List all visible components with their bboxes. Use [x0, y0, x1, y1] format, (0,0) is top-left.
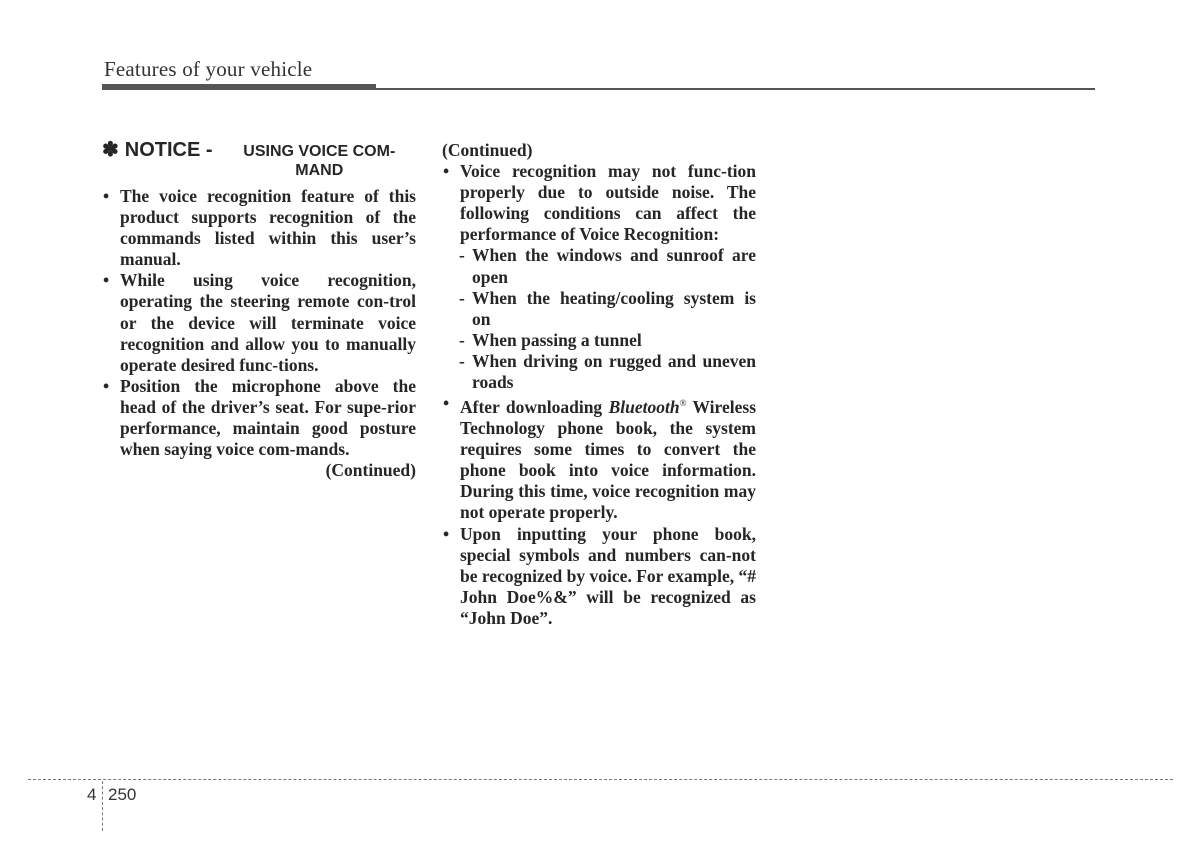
notice-title: NOTICE - — [124, 139, 213, 161]
notice-bullet: • The voice recognition feature of this product supports recognition of the commands listed within this user’s manual. — [102, 186, 416, 270]
dash-marker: - — [459, 287, 465, 308]
footer-divider — [102, 781, 103, 831]
notice-bullet: • Upon inputting your phone book, special symbols and numbers can-not be recognized by voice. For example, “# John Doe%&” will be recognized as “John Doe”. — [442, 524, 756, 629]
condition-text: When the windows and sunroof are open — [472, 245, 756, 287]
dash-marker: - — [459, 350, 465, 371]
condition-item — [442, 288, 756, 330]
condition-item — [442, 330, 756, 351]
bullet-text: Wireless Technology phone book, the system requires some times to convert the phone book into voice information. During this time, voice recognition may not operate properly. — [460, 396, 757, 523]
bullet-text: After downloading — [460, 396, 609, 417]
right-column — [442, 140, 756, 629]
notice-bullet: • Position the microphone above the head of the driver’s seat. For supe-rior performance, maintain good posture when saying voice com-mands. — [102, 376, 416, 460]
registered-mark: ® — [679, 398, 687, 409]
page-header-title: Features of your vehicle — [104, 57, 313, 81]
notice-bullet: • While using voice recognition, operating the steering remote con-trol or the device will terminate voice recognition and allow you to manually operate desired func-tions. — [102, 270, 416, 375]
condition-text: When the heating/cooling system is on — [472, 287, 756, 329]
bluetooth-brand: Bluetooth — [608, 396, 680, 417]
page-number: 250 — [108, 785, 137, 804]
header-rule-thin — [376, 88, 1095, 90]
continued-label: (Continued) — [442, 140, 533, 160]
continued-label: (Continued) — [325, 460, 416, 481]
chapter-number: 4 — [87, 785, 97, 804]
footer-rule — [28, 779, 1173, 780]
notice-bullet: • Voice recognition may not func-tion properly due to outside noise. The following conditions can affect the performance of Voice Recognition: — [442, 161, 756, 245]
notice-subtitle: USING VOICE COM-MAND — [243, 143, 396, 179]
dash-marker: - — [459, 245, 465, 266]
dash-marker: - — [459, 329, 465, 350]
condition-text: When driving on rugged and uneven roads — [472, 350, 756, 393]
condition-item — [442, 351, 756, 393]
notice-heading — [102, 140, 416, 180]
notice-bullet — [442, 393, 756, 523]
header-rule-thick — [102, 84, 376, 90]
condition-text: When passing a tunnel — [472, 329, 642, 350]
notice-star-icon: ✽ — [102, 139, 119, 161]
left-column — [102, 140, 416, 481]
condition-item — [442, 245, 756, 287]
